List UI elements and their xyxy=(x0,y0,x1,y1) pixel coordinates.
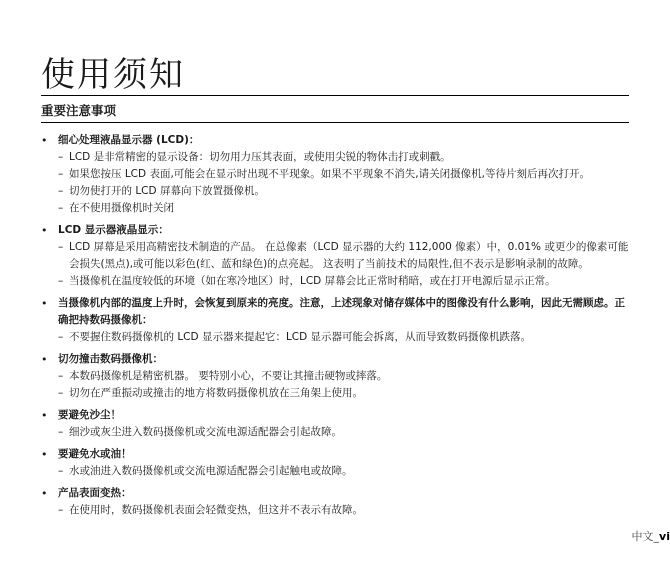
list-item xyxy=(58,463,629,480)
dash-icon: – xyxy=(58,370,64,382)
bullet-icon: • xyxy=(41,134,48,147)
bullet-icon: • xyxy=(41,409,48,422)
precaution-items xyxy=(58,463,629,480)
bullet-icon: • xyxy=(41,448,48,461)
list-item xyxy=(58,368,629,385)
precaution-items xyxy=(58,424,629,441)
dash-icon: – xyxy=(58,465,64,477)
precaution-section xyxy=(41,132,629,217)
list-item xyxy=(58,385,629,402)
list-item-text: 在不使用摄像机时关闭 xyxy=(69,202,174,214)
page-number xyxy=(632,528,670,544)
list-item xyxy=(58,502,629,519)
precaution-title: LCD 显示器液晶显示： xyxy=(58,224,169,236)
list-item-text: 在使用时，数码摄像机表面会轻微变热，但这并不表示有故障。 xyxy=(69,504,363,516)
list-item-text: 本数码摄像机是精密机器。 要特别小心，不要让其撞击硬物或摔落。 xyxy=(69,370,388,382)
precaution-title: 切勿撞击数码摄像机： xyxy=(58,353,163,365)
precaution-items xyxy=(58,239,629,290)
dash-icon: – xyxy=(58,185,64,197)
page-number-lang: 中文_ xyxy=(631,530,660,543)
dash-icon: – xyxy=(58,275,64,287)
list-item xyxy=(58,166,629,183)
dash-icon: – xyxy=(58,504,64,516)
list-item xyxy=(58,273,629,290)
bullet-icon: • xyxy=(41,353,48,366)
list-item-text: 切勿使打开的 LCD 屏幕向下放置摄像机。 xyxy=(69,185,265,197)
list-item-text: LCD 屏幕是采用高精密技术制造的产品。 在总像素（LCD 显示器的大约 112,000 像素）中，0.01% 或更少的像素可能会损失(黑点),或可能以彩色(红、蓝和绿色)的点亮起。 这表明了当前技术的局限性,但不表示是影响录制的故障。 xyxy=(69,241,629,270)
precaution-section xyxy=(41,407,629,441)
dash-icon: – xyxy=(58,426,64,438)
list-item xyxy=(58,329,629,346)
precaution-section xyxy=(41,295,629,346)
list-item-text: 当摄像机在温度较低的环境（如在寒冷地区）时，LCD 屏幕会比正常时稍暗，或在打开电源后显示正常。 xyxy=(69,275,556,287)
list-item xyxy=(58,239,629,273)
dash-icon: – xyxy=(58,202,64,214)
bullet-icon: • xyxy=(41,487,48,500)
dash-icon: – xyxy=(58,387,64,399)
list-item-text: 如果您按压 LCD 表面,可能会在显示时出现不平现象。如果不平现象不消失,请关闭摄像机,等待片刻后再次打开。 xyxy=(69,168,590,180)
page-number-value: vi xyxy=(659,530,670,543)
list-item-text: 水或油进入数码摄像机或交流电源适配器会引起触电或故障。 xyxy=(69,465,353,477)
dash-icon: – xyxy=(58,241,64,253)
bullet-icon: • xyxy=(41,224,48,237)
list-item-text: 细沙或灰尘进入数码摄像机或交流电源适配器会引起故障。 xyxy=(69,426,342,438)
precaution-title: 细心处理液晶显示器 (LCD)： xyxy=(58,134,200,146)
list-item xyxy=(58,183,629,200)
precaution-section xyxy=(41,485,629,519)
precaution-section xyxy=(41,222,629,290)
page xyxy=(41,0,629,524)
precaution-items xyxy=(58,368,629,402)
precautions-list xyxy=(41,132,629,519)
precaution-title: 要避免水或油！ xyxy=(58,448,132,460)
list-item-text: LCD 是非常精密的显示设备：切勿用力压其表面，或使用尖锐的物体击打或刺戳。 xyxy=(69,151,451,163)
precaution-title: 当摄像机内部的温度上升时，会恢复到原来的亮度。注意，上述现象对储存媒体中的图像没有什么影响，因此无需顾虑。正确把持数码摄像机： xyxy=(58,297,625,326)
list-item-text: 切勿在严重振动或撞击的地方将数码摄像机放在三角架上使用。 xyxy=(69,387,363,399)
precaution-items xyxy=(58,502,629,519)
list-item xyxy=(58,149,629,166)
list-item xyxy=(58,424,629,441)
precaution-section xyxy=(41,446,629,480)
precaution-title: 要避免沙尘！ xyxy=(58,409,121,421)
list-item xyxy=(58,200,629,217)
dash-icon: – xyxy=(58,151,64,163)
precaution-title: 产品表面变热： xyxy=(58,487,132,499)
section-heading: 重要注意事项 xyxy=(41,102,629,123)
precaution-items xyxy=(58,149,629,217)
bullet-icon: • xyxy=(41,297,48,310)
precaution-section xyxy=(41,351,629,402)
precaution-items xyxy=(58,329,629,346)
page-title: 使用须知 xyxy=(41,55,629,96)
dash-icon: – xyxy=(58,168,64,180)
list-item-text: 不要握住数码摄像机的 LCD 显示器来提起它：LCD 显示器可能会拆离，从而导致数码摄像机跌落。 xyxy=(69,331,532,343)
dash-icon: – xyxy=(58,331,64,343)
